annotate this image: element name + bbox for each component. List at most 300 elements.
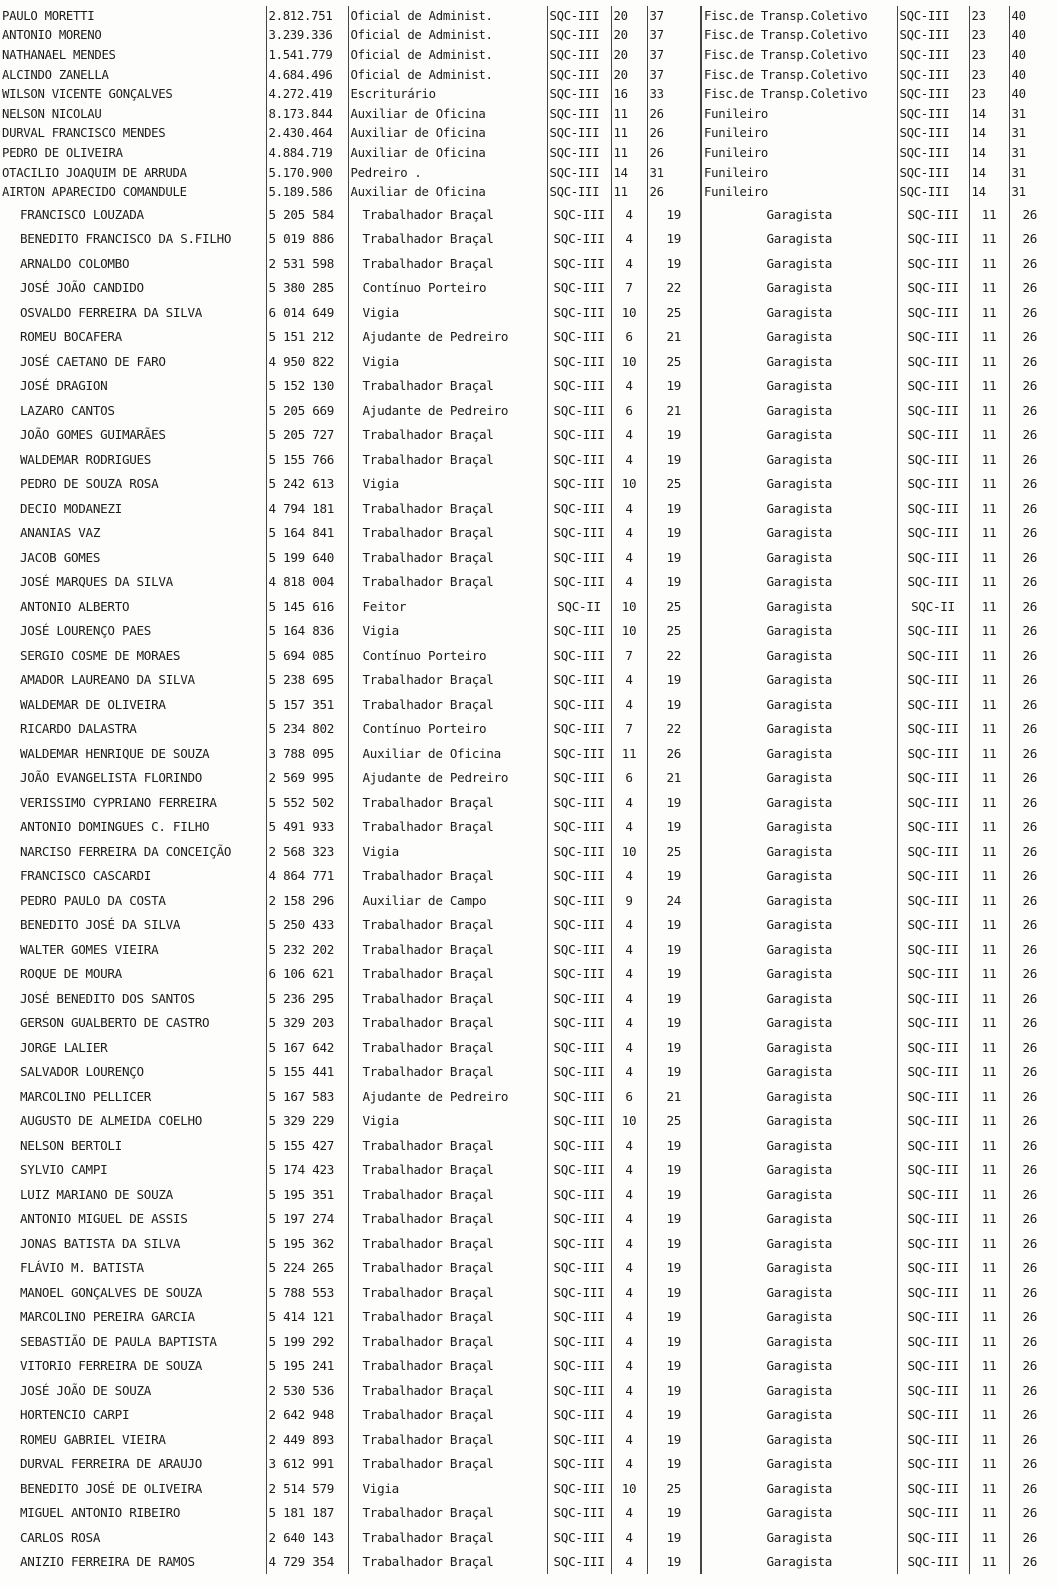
registration-number: 5 234 802 <box>266 716 348 741</box>
current-position: Trabalhador Braçal <box>348 569 547 594</box>
current-grade: 21 <box>647 398 701 423</box>
current-class: SQC-III <box>547 65 611 85</box>
current-level: 20 <box>611 26 647 46</box>
new-level: 14 <box>969 104 1009 124</box>
current-class: SQC-III <box>547 839 611 864</box>
employee-name: DURVAL FRANCISCO MENDES <box>2 126 166 141</box>
new-class: SQC-III <box>897 569 969 594</box>
new-class: SQC-III <box>897 202 969 227</box>
new-level: 11 <box>969 1500 1009 1525</box>
current-position: Trabalhador Braçal <box>348 1500 547 1525</box>
new-class: SQC-III <box>897 1084 969 1109</box>
new-class: SQC-III <box>897 45 969 65</box>
current-class: SQC-III <box>547 1035 611 1060</box>
new-grade: 26 <box>1009 1133 1050 1158</box>
table-row <box>0 1035 1050 1060</box>
table-row <box>0 1329 1050 1354</box>
new-position: Garagista <box>701 398 897 423</box>
new-class: SQC-III <box>897 643 969 668</box>
new-grade: 26 <box>1009 961 1050 986</box>
new-level: 11 <box>969 986 1009 1011</box>
current-class: SQC-III <box>547 163 611 183</box>
new-class: SQC-III <box>897 1255 969 1280</box>
new-grade: 26 <box>1009 1182 1050 1207</box>
table-row <box>0 104 1050 124</box>
employee-name: JOSÉ BENEDITO DOS SANTOS <box>20 990 195 1006</box>
table-row <box>0 163 1050 183</box>
current-position: Trabalhador Braçal <box>348 202 547 227</box>
new-class: SQC-III <box>897 275 969 300</box>
current-position: Trabalhador Braçal <box>348 1427 547 1452</box>
table-row <box>0 349 1050 374</box>
new-level: 11 <box>969 447 1009 472</box>
current-grade: 25 <box>647 839 701 864</box>
current-class: SQC-III <box>547 520 611 545</box>
employee-name: JOSÉ JOÃO DE SOUZA <box>20 1382 152 1398</box>
personnel-table <box>0 6 1050 1574</box>
current-class: SQC-III <box>547 667 611 692</box>
table-row <box>0 1255 1050 1280</box>
new-class: SQC-III <box>897 1329 969 1354</box>
table-row <box>0 275 1050 300</box>
registration-number: 2 642 948 <box>266 1402 348 1427</box>
registration-number: 2 531 598 <box>266 251 348 276</box>
table-row <box>0 986 1050 1011</box>
new-level: 11 <box>969 275 1009 300</box>
new-grade: 26 <box>1009 398 1050 423</box>
registration-number: 4 864 771 <box>266 863 348 888</box>
new-grade: 26 <box>1009 1525 1050 1550</box>
current-class: SQC-III <box>547 569 611 594</box>
new-level: 11 <box>969 1451 1009 1476</box>
new-class: SQC-III <box>897 1133 969 1158</box>
current-grade: 26 <box>647 124 701 144</box>
current-class: SQC-III <box>547 143 611 163</box>
current-level: 7 <box>611 275 647 300</box>
current-position: Ajudante de Pedreiro <box>348 324 547 349</box>
new-level: 11 <box>969 1378 1009 1403</box>
new-level: 11 <box>969 961 1009 986</box>
current-class: SQC-III <box>547 1378 611 1403</box>
new-position: Garagista <box>701 790 897 815</box>
current-position: Ajudante de Pedreiro <box>348 765 547 790</box>
new-position: Garagista <box>701 1280 897 1305</box>
current-position: Auxiliar de Campo <box>348 888 547 913</box>
current-position: Trabalhador Braçal <box>348 1206 547 1231</box>
table-row <box>0 520 1050 545</box>
current-position: Oficial de Administ. <box>348 65 547 85</box>
new-grade: 26 <box>1009 765 1050 790</box>
new-grade: 26 <box>1009 814 1050 839</box>
new-level: 14 <box>969 182 1009 202</box>
registration-number: 5 694 085 <box>266 643 348 668</box>
registration-number: 5 199 292 <box>266 1329 348 1354</box>
current-position: Trabalhador Braçal <box>348 520 547 545</box>
current-class: SQC-III <box>547 251 611 276</box>
current-level: 4 <box>611 1059 647 1084</box>
registration-number: 5 155 441 <box>266 1059 348 1084</box>
table-row <box>0 1304 1050 1329</box>
table-row <box>0 496 1050 521</box>
new-class: SQC-III <box>897 349 969 374</box>
new-grade: 26 <box>1009 1280 1050 1305</box>
table-row <box>0 1206 1050 1231</box>
new-position: Garagista <box>701 618 897 643</box>
new-position: Garagista <box>701 1133 897 1158</box>
new-grade: 26 <box>1009 569 1050 594</box>
table-row <box>0 1402 1050 1427</box>
current-position: Ajudante de Pedreiro <box>348 1084 547 1109</box>
current-class: SQC-III <box>547 471 611 496</box>
current-level: 4 <box>611 692 647 717</box>
registration-number: 5 155 766 <box>266 447 348 472</box>
current-grade: 19 <box>647 1255 701 1280</box>
registration-number: 5 380 285 <box>266 275 348 300</box>
registration-number: 5.170.900 <box>266 163 348 183</box>
new-class: SQC-III <box>897 124 969 144</box>
registration-number: 3 612 991 <box>266 1451 348 1476</box>
employee-name: JACOB GOMES <box>20 549 101 565</box>
current-grade: 31 <box>647 163 701 183</box>
current-level: 4 <box>611 1500 647 1525</box>
employee-name: RICARDO DALASTRA <box>20 721 137 737</box>
current-grade: 19 <box>647 814 701 839</box>
new-position: Garagista <box>701 643 897 668</box>
new-position: Garagista <box>701 1402 897 1427</box>
table-row <box>0 863 1050 888</box>
new-grade: 26 <box>1009 545 1050 570</box>
new-position: Garagista <box>701 202 897 227</box>
current-class: SQC-III <box>547 398 611 423</box>
new-class: SQC-III <box>897 300 969 325</box>
current-position: Trabalhador Braçal <box>348 496 547 521</box>
current-position: Trabalhador Braçal <box>348 1133 547 1158</box>
current-grade: 26 <box>647 143 701 163</box>
new-position: Garagista <box>701 275 897 300</box>
current-position: Trabalhador Braçal <box>348 373 547 398</box>
registration-number: 2 530 536 <box>266 1378 348 1403</box>
table-row <box>0 26 1050 46</box>
current-grade: 19 <box>647 1304 701 1329</box>
new-grade: 26 <box>1009 520 1050 545</box>
current-class: SQC-III <box>547 226 611 251</box>
current-position: Trabalhador Braçal <box>348 912 547 937</box>
new-level: 11 <box>969 1353 1009 1378</box>
current-class: SQC-III <box>547 1304 611 1329</box>
current-grade: 37 <box>647 26 701 46</box>
table-row <box>0 814 1050 839</box>
new-level: 11 <box>969 1402 1009 1427</box>
table-row <box>0 124 1050 144</box>
new-position: Fisc.de Transp.Coletivo <box>701 6 897 26</box>
employee-name: CARLOS ROSA <box>20 1529 101 1545</box>
employee-name: JONAS BATISTA DA SILVA <box>20 1235 181 1251</box>
new-level: 11 <box>969 496 1009 521</box>
new-position: Garagista <box>701 692 897 717</box>
registration-number: 2.430.464 <box>266 124 348 144</box>
new-level: 11 <box>969 373 1009 398</box>
registration-number: 5 552 502 <box>266 790 348 815</box>
current-grade: 26 <box>647 104 701 124</box>
current-level: 20 <box>611 6 647 26</box>
new-level: 11 <box>969 349 1009 374</box>
current-grade: 19 <box>647 1280 701 1305</box>
registration-number: 3 788 095 <box>266 741 348 766</box>
new-grade: 31 <box>1009 163 1050 183</box>
new-class: SQC-III <box>897 373 969 398</box>
new-class: SQC-III <box>897 1525 969 1550</box>
current-class: SQC-III <box>547 6 611 26</box>
current-position: Vigia <box>348 349 547 374</box>
new-position: Garagista <box>701 986 897 1011</box>
current-grade: 25 <box>647 349 701 374</box>
new-position: Garagista <box>701 1255 897 1280</box>
new-grade: 26 <box>1009 888 1050 913</box>
current-grade: 37 <box>647 6 701 26</box>
current-level: 9 <box>611 888 647 913</box>
registration-number: 4 794 181 <box>266 496 348 521</box>
current-position: Trabalhador Braçal <box>348 1255 547 1280</box>
current-grade: 19 <box>647 520 701 545</box>
current-position: Trabalhador Braçal <box>348 251 547 276</box>
current-grade: 19 <box>647 1500 701 1525</box>
current-grade: 19 <box>647 1206 701 1231</box>
registration-number: 5 329 229 <box>266 1108 348 1133</box>
current-level: 4 <box>611 373 647 398</box>
new-grade: 26 <box>1009 275 1050 300</box>
new-position: Garagista <box>701 569 897 594</box>
current-class: SQC-II <box>547 594 611 619</box>
current-class: SQC-III <box>547 300 611 325</box>
current-grade: 25 <box>647 594 701 619</box>
new-level: 11 <box>969 937 1009 962</box>
registration-number: 5 250 433 <box>266 912 348 937</box>
new-class: SQC-III <box>897 496 969 521</box>
current-class: SQC-III <box>547 1182 611 1207</box>
employee-name: AUGUSTO DE ALMEIDA COELHO <box>20 1113 203 1129</box>
new-class: SQC-III <box>897 26 969 46</box>
table-row <box>0 888 1050 913</box>
new-class: SQC-III <box>897 226 969 251</box>
registration-number: 5 145 616 <box>266 594 348 619</box>
table-row <box>0 226 1050 251</box>
current-position: Auxiliar de Oficina <box>348 741 547 766</box>
current-level: 10 <box>611 839 647 864</box>
current-level: 20 <box>611 45 647 65</box>
current-class: SQC-III <box>547 496 611 521</box>
new-grade: 26 <box>1009 300 1050 325</box>
new-level: 11 <box>969 1329 1009 1354</box>
table-row <box>0 6 1050 26</box>
table-body <box>0 6 1050 1574</box>
new-position: Garagista <box>701 1329 897 1354</box>
new-level: 11 <box>969 1059 1009 1084</box>
new-class: SQC-III <box>897 471 969 496</box>
employee-name: NELSON NICOLAU <box>2 106 102 121</box>
table-row <box>0 1549 1050 1574</box>
new-position: Garagista <box>701 937 897 962</box>
current-position: Oficial de Administ. <box>348 26 547 46</box>
employee-name: BENEDITO FRANCISCO DA S.FILHO <box>20 231 232 247</box>
new-position: Garagista <box>701 888 897 913</box>
new-level: 11 <box>969 790 1009 815</box>
table-row <box>0 912 1050 937</box>
new-class: SQC-III <box>897 667 969 692</box>
current-level: 4 <box>611 1525 647 1550</box>
current-class: SQC-III <box>547 937 611 962</box>
new-class: SQC-III <box>897 741 969 766</box>
new-level: 11 <box>969 202 1009 227</box>
current-grade: 21 <box>647 324 701 349</box>
new-grade: 26 <box>1009 1084 1050 1109</box>
registration-number: 5 788 553 <box>266 1280 348 1305</box>
new-position: Garagista <box>701 1427 897 1452</box>
current-level: 4 <box>611 520 647 545</box>
current-class: SQC-III <box>547 790 611 815</box>
employee-name: JOÃO EVANGELISTA FLORINDO <box>20 770 203 786</box>
registration-number: 5 491 933 <box>266 814 348 839</box>
registration-number: 5 238 695 <box>266 667 348 692</box>
employee-name: WALDEMAR RODRIGUES <box>20 451 152 467</box>
current-level: 4 <box>611 1549 647 1574</box>
new-position: Garagista <box>701 1108 897 1133</box>
employee-name: ALCINDO ZANELLA <box>2 67 109 82</box>
employee-name: SALVADOR LOURENÇO <box>20 1064 144 1080</box>
registration-number: 5 167 583 <box>266 1084 348 1109</box>
employee-name: FLÁVIO M. BATISTA <box>20 1260 144 1276</box>
table-row <box>0 1182 1050 1207</box>
current-position: Trabalhador Braçal <box>348 790 547 815</box>
current-grade: 21 <box>647 1084 701 1109</box>
current-grade: 19 <box>647 912 701 937</box>
employee-name: PAULO MORETTI <box>2 8 95 23</box>
new-level: 11 <box>969 618 1009 643</box>
current-grade: 19 <box>647 1059 701 1084</box>
new-position: Garagista <box>701 839 897 864</box>
current-position: Trabalhador Braçal <box>348 1329 547 1354</box>
current-level: 6 <box>611 398 647 423</box>
employee-name: BENEDITO JOSÉ DE OLIVEIRA <box>20 1480 203 1496</box>
employee-name: OTACILIO JOAQUIM DE ARRUDA <box>2 165 187 180</box>
current-position: Trabalhador Braçal <box>348 1280 547 1305</box>
current-position: Trabalhador Braçal <box>348 961 547 986</box>
new-grade: 26 <box>1009 912 1050 937</box>
current-position: Vigia <box>348 1108 547 1133</box>
table-row <box>0 1231 1050 1256</box>
new-position: Garagista <box>701 373 897 398</box>
registration-number: 5.189.586 <box>266 182 348 202</box>
current-class: SQC-III <box>547 84 611 104</box>
registration-number: 5 195 241 <box>266 1353 348 1378</box>
new-grade: 26 <box>1009 1035 1050 1060</box>
current-class: SQC-III <box>547 1549 611 1574</box>
new-grade: 26 <box>1009 349 1050 374</box>
current-grade: 19 <box>647 1157 701 1182</box>
new-class: SQC-III <box>897 1157 969 1182</box>
current-position: Vigia <box>348 471 547 496</box>
current-class: SQC-III <box>547 912 611 937</box>
new-grade: 26 <box>1009 716 1050 741</box>
current-level: 11 <box>611 104 647 124</box>
current-grade: 19 <box>647 1378 701 1403</box>
new-grade: 31 <box>1009 143 1050 163</box>
new-position: Funileiro <box>701 163 897 183</box>
table-row <box>0 1451 1050 1476</box>
new-position: Garagista <box>701 251 897 276</box>
employee-name: JOSÉ LOURENÇO PAES <box>20 623 152 639</box>
registration-number: 5 164 841 <box>266 520 348 545</box>
current-level: 4 <box>611 1402 647 1427</box>
table-row <box>0 45 1050 65</box>
new-position: Garagista <box>701 1525 897 1550</box>
new-level: 11 <box>969 422 1009 447</box>
current-level: 4 <box>611 1378 647 1403</box>
new-position: Garagista <box>701 1231 897 1256</box>
new-class: SQC-III <box>897 1476 969 1501</box>
employee-name: FRANCISCO LOUZADA <box>20 206 144 222</box>
new-class: SQC-III <box>897 790 969 815</box>
new-position: Garagista <box>701 1059 897 1084</box>
table-row <box>0 741 1050 766</box>
new-class: SQC-III <box>897 6 969 26</box>
table-row <box>0 202 1050 227</box>
new-level: 11 <box>969 1182 1009 1207</box>
current-grade: 26 <box>647 741 701 766</box>
new-class: SQC-III <box>897 1500 969 1525</box>
new-grade: 31 <box>1009 182 1050 202</box>
new-position: Garagista <box>701 1353 897 1378</box>
current-level: 4 <box>611 251 647 276</box>
registration-number: 2 449 893 <box>266 1427 348 1452</box>
current-level: 4 <box>611 937 647 962</box>
current-grade: 19 <box>647 202 701 227</box>
current-level: 4 <box>611 790 647 815</box>
current-grade: 25 <box>647 618 701 643</box>
current-grade: 33 <box>647 84 701 104</box>
employee-name: WILSON VICENTE GONÇALVES <box>2 87 173 102</box>
new-level: 11 <box>969 692 1009 717</box>
current-grade: 19 <box>647 1402 701 1427</box>
registration-number: 4 818 004 <box>266 569 348 594</box>
current-class: SQC-III <box>547 618 611 643</box>
table-row <box>0 1084 1050 1109</box>
current-grade: 25 <box>647 300 701 325</box>
current-grade: 19 <box>647 1353 701 1378</box>
current-class: SQC-III <box>547 1329 611 1354</box>
current-grade: 26 <box>647 182 701 202</box>
new-level: 11 <box>969 814 1009 839</box>
new-class: SQC-III <box>897 422 969 447</box>
new-class: SQC-III <box>897 1206 969 1231</box>
employee-name: ROMEU GABRIEL VIEIRA <box>20 1431 166 1447</box>
new-position: Garagista <box>701 1476 897 1501</box>
current-class: SQC-III <box>547 1402 611 1427</box>
current-level: 4 <box>611 1353 647 1378</box>
new-class: SQC-III <box>897 324 969 349</box>
registration-number: 5 197 274 <box>266 1206 348 1231</box>
new-position: Funileiro <box>701 182 897 202</box>
new-level: 11 <box>969 716 1009 741</box>
current-level: 4 <box>611 1255 647 1280</box>
new-level: 11 <box>969 545 1009 570</box>
current-class: SQC-III <box>547 1353 611 1378</box>
new-grade: 26 <box>1009 594 1050 619</box>
current-grade: 24 <box>647 888 701 913</box>
new-position: Garagista <box>701 765 897 790</box>
table-row <box>0 422 1050 447</box>
new-class: SQC-III <box>897 839 969 864</box>
new-level: 11 <box>969 1206 1009 1231</box>
